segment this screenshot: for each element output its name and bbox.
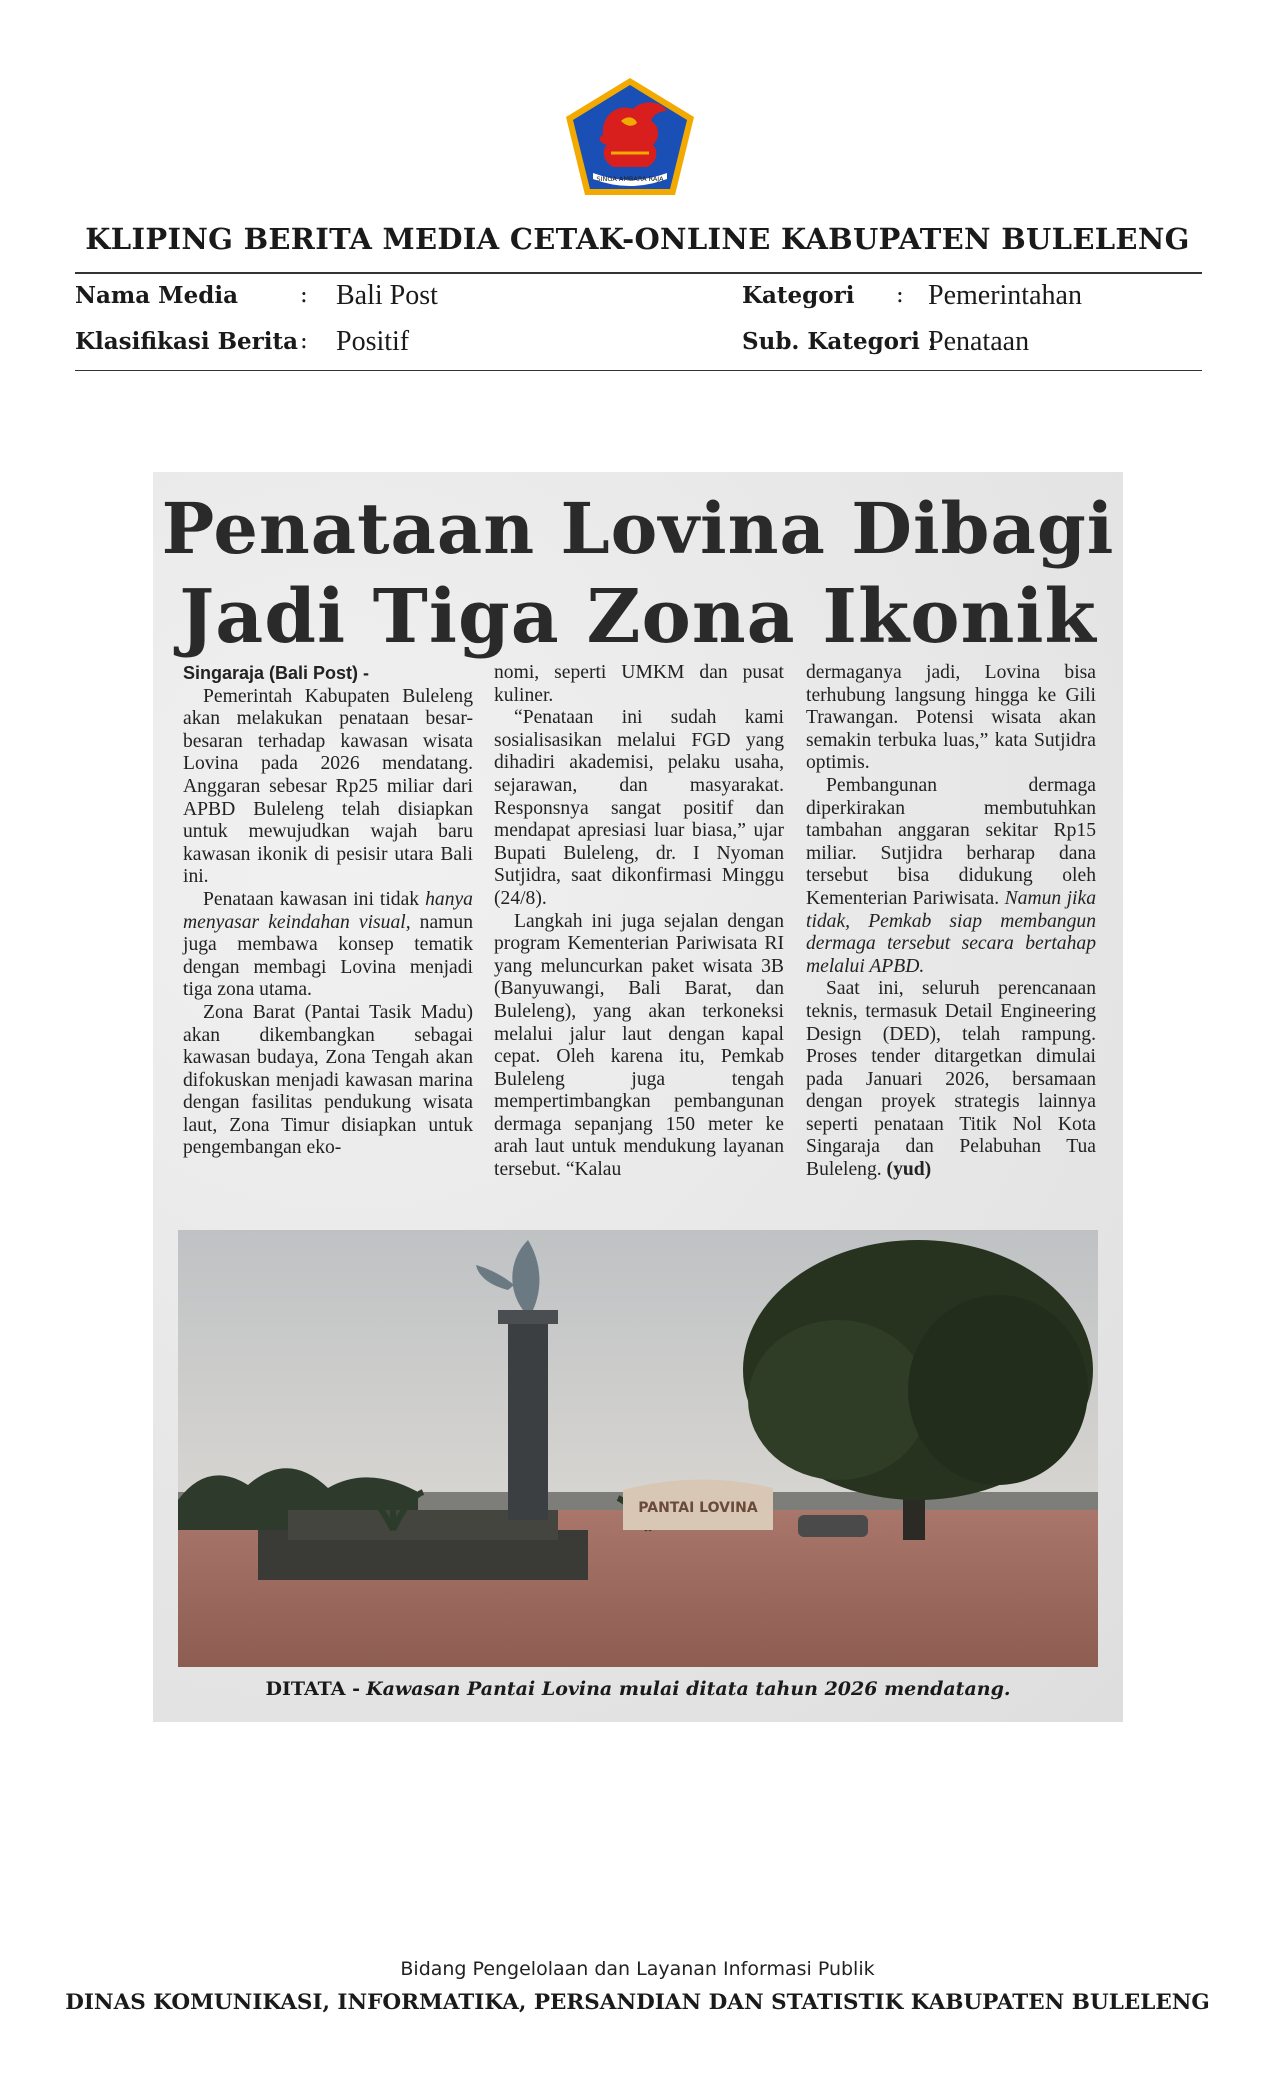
article-paragraph	[183, 889, 473, 1002]
nama-media-label: Nama Media	[75, 282, 238, 309]
article-dateline: Singaraja (Bali Post) -	[183, 663, 370, 683]
svg-text:PANTAI LOVINA: PANTAI LOVINA	[638, 1500, 758, 1516]
article-paragraph: nomi, seperti UMKM dan pusat kuliner.	[494, 662, 784, 706]
article-paragraph	[806, 978, 1096, 1181]
photo-caption	[153, 1678, 1123, 1700]
header-top-divider	[75, 272, 1202, 274]
article-headline-line1: Penataan Lovina Dibagi	[161, 487, 1115, 570]
text-run: namun juga membawa konsep tematik dengan membagi Lovina menjadi tiga zona utama.	[183, 911, 473, 1001]
italic-text-run: hanya menyasar keindahan visual,	[183, 888, 473, 933]
caption-label: DITATA -	[265, 1678, 361, 1700]
kategori-value: Pemerintahan	[928, 280, 1082, 311]
article-column-3	[806, 662, 1096, 1182]
nama-media-value: Bali Post	[336, 280, 438, 311]
article-photo-pantai-lovina	[178, 1230, 1098, 1667]
nama-media-colon: :	[300, 282, 308, 308]
buleleng-regency-emblem	[563, 75, 697, 199]
klasifikasi-value: Positif	[336, 326, 410, 357]
article-paragraph: Zona Barat (Pantai Tasik Madu) akan dikembangkan sebagai kawasan budaya, Zona Tengah akan difokuskan menjadi kawasan marina dengan fasilitas pendukung wisata laut, Zona Timur disiapkan untuk pengembangan eko-	[183, 1001, 473, 1159]
klasifikasi-colon: :	[300, 328, 308, 354]
text-run: Pembangunan dermaga diperkirakan membutuhkan tambahan anggaran sekitar Rp15 miliar. Sutjidra berharap dana tersebut bisa didukung oleh Kementerian Pariwisata.	[806, 774, 1096, 909]
footer-department-unit: Bidang Pengelolaan dan Layanan Informasi Publik	[400, 1958, 875, 1980]
sub-kategori-label: Sub. Kategori :	[742, 328, 937, 355]
article-paragraph	[806, 775, 1096, 978]
article-headline-line2: Jadi Tiga Zona Ikonik	[179, 574, 1097, 660]
article-paragraph: Langkah ini juga sejalan dengan program Kementerian Pariwisata RI yang meluncurkan paket wisata 3B (Banyuwangi, Bali Barat, dan Buleleng), yang akan terkoneksi melalui jalur laut dengan kapal cepat. Oleh karena itu, Pemkab Buleleng juga tengah mempertimbangkan pembangunan dermaga sepanjang 150 meter ke arah laut untuk mendukung layanan tersebut. “Kalau	[494, 910, 784, 1181]
header-bottom-divider	[75, 370, 1202, 371]
caption-text: Kawasan Pantai Lovina mulai ditata tahun 2026 mendatang.	[366, 1678, 1011, 1700]
italic-text-run: Namun jika tidak, Pemkab siap membangun dermaga tersebut secara bertahap melalui APBD.	[806, 887, 1096, 977]
kategori-label: Kategori	[742, 282, 855, 309]
document-title: KLIPING BERITA MEDIA CETAK-ONLINE KABUPATEN BULELENG	[85, 222, 1190, 256]
article-column-1	[183, 662, 473, 1160]
article-paragraph: “Penataan ini sudah kami sosialisasikan melalui FGD yang dihadiri akademisi, pelaku usaha, sejarawan, dan masyarakat. Responsnya sangat positif dan mendapat apresiasi luar biasa,” ujar Bupati Buleleng, dr. I Nyoman Sutjidra, saat dikonfirmasi Minggu (24/8).	[494, 707, 784, 909]
newspaper-clipping	[153, 472, 1123, 1722]
article-paragraph: Pemerintah Kabupaten Buleleng akan melakukan penataan besar-besaran terhadap kawasan wisata Lovina pada 2026 mendatang. Anggaran sebesar Rp25 miliar dari APBD Buleleng telah disiapkan untuk mewujudkan wajah baru kawasan ikonik di pesisir utara Bali ini.	[183, 685, 473, 888]
klasifikasi-label: Klasifikasi Berita	[75, 328, 299, 355]
text-run: Penataan kawasan ini tidak	[203, 888, 420, 910]
svg-text:SINGA AMBARA RAJA: SINGA AMBARA RAJA	[596, 175, 664, 183]
author-signature: (yud)	[886, 1159, 932, 1181]
text-run: Saat ini, seluruh perencanaan teknis, termasuk Detail Engineering Design (DED), telah rampung. Proses tender ditargetkan dimulai pada Januari 2026, bersamaan dengan proyek strategis lainnya seperti penataan Titik Nol Kota Singaraja dan Pelabuhan Tua Buleleng.	[806, 978, 1096, 1181]
footer-agency-name: DINAS KOMUNIKASI, INFORMATIKA, PERSANDIAN DAN STATISTIK KABUPATEN BULELENG	[65, 1990, 1210, 2015]
sub-kategori-value: Penataan	[928, 326, 1030, 357]
article-column-2	[494, 662, 784, 1182]
kategori-colon: :	[896, 282, 904, 308]
article-paragraph: dermaganya jadi, Lovina bisa terhubung langsung hingga ke Gili Trawangan. Potensi wisata akan semakin terbuka luas,” kata Sutjidra optimis.	[806, 662, 1096, 774]
